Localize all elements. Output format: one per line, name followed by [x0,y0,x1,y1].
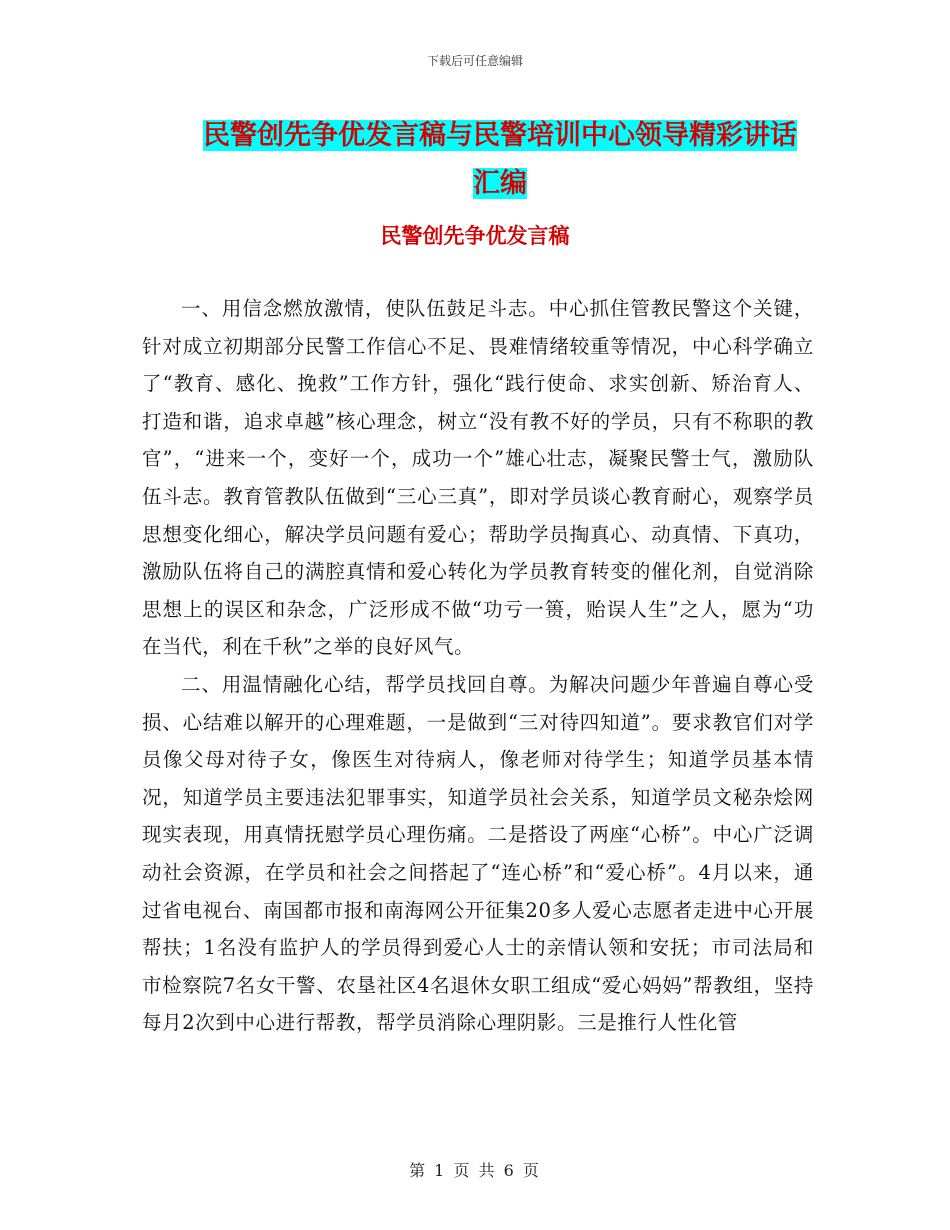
section-title: 民警创先争优发言稿 [380,223,570,248]
page-footer: 第 1 页 共 6 页 [409,1161,541,1180]
paragraph-2: 二、用温情融化心结，帮学员找回自尊。为解决问题少年普遍自尊心受损、心结难以解开的心理难题，一是做到“三对待四知道”。要求教官们对学员像父母对待子女，像医生对待病人，像老师对待学生；知道学员基本情况，知道学员主要违法犯罪事实，知道学员社会关系，知道学员文秘杂烩网现实表现，用真情抚慰学员心理伤痛。二是搭设了两座“心桥”。中心广泛调动社会资源，在学员和社会之间搭起了“连心桥”和“爱心桥”。4月以来，通过省电视台、南国都市报和南海网公开征集20多人爱心志愿者走进中心开展帮扶；1名没有监护人的学员得到爱心人士的亲情认领和安抚；市司法局和市检察院7名女干警、农垦社区4名退休女职工组成“爱心妈妈”帮教组，坚持每月2次到中心进行帮教，帮学员消除心理阴影。三是推行人性化管 [142,672,814,1035]
body-text [142,290,814,1042]
document-title [190,112,810,208]
document-title-text: 民警创先争优发言稿与民警培训中心领导精彩讲话汇编 [203,120,797,199]
header-note: 下载后可任意编辑 [426,54,523,68]
paragraph-1: 一、用信念燃放激情，使队伍鼓足斗志。中心抓住管教民警这个关键，针对成立初期部分民警工作信心不足、畏难情绪较重等情况，中心科学确立了“教育、感化、挽救”工作方针，强化“践行使命、求实创新、矫治育人、打造和谐，追求卓越”核心理念，树立“没有教不好的学员，只有不称职的教官”，“进来一个，变好一个，成功一个”雄心壮志，凝聚民警士气，激励队伍斗志。教育管教队伍做到“三心三真”，即对学员谈心教育耐心，观察学员思想变化细心，解决学员问题有爱心；帮助学员掏真心、动真情、下真功，激励队伍将自己的满腔真情和爱心转化为学员教育转变的催化剂，自觉消除思想上的误区和杂念，广泛形成不做“功亏一篑，贻误人生”之人，愿为“功在当代，利在千秋”之举的良好风气。 [142,297,814,659]
